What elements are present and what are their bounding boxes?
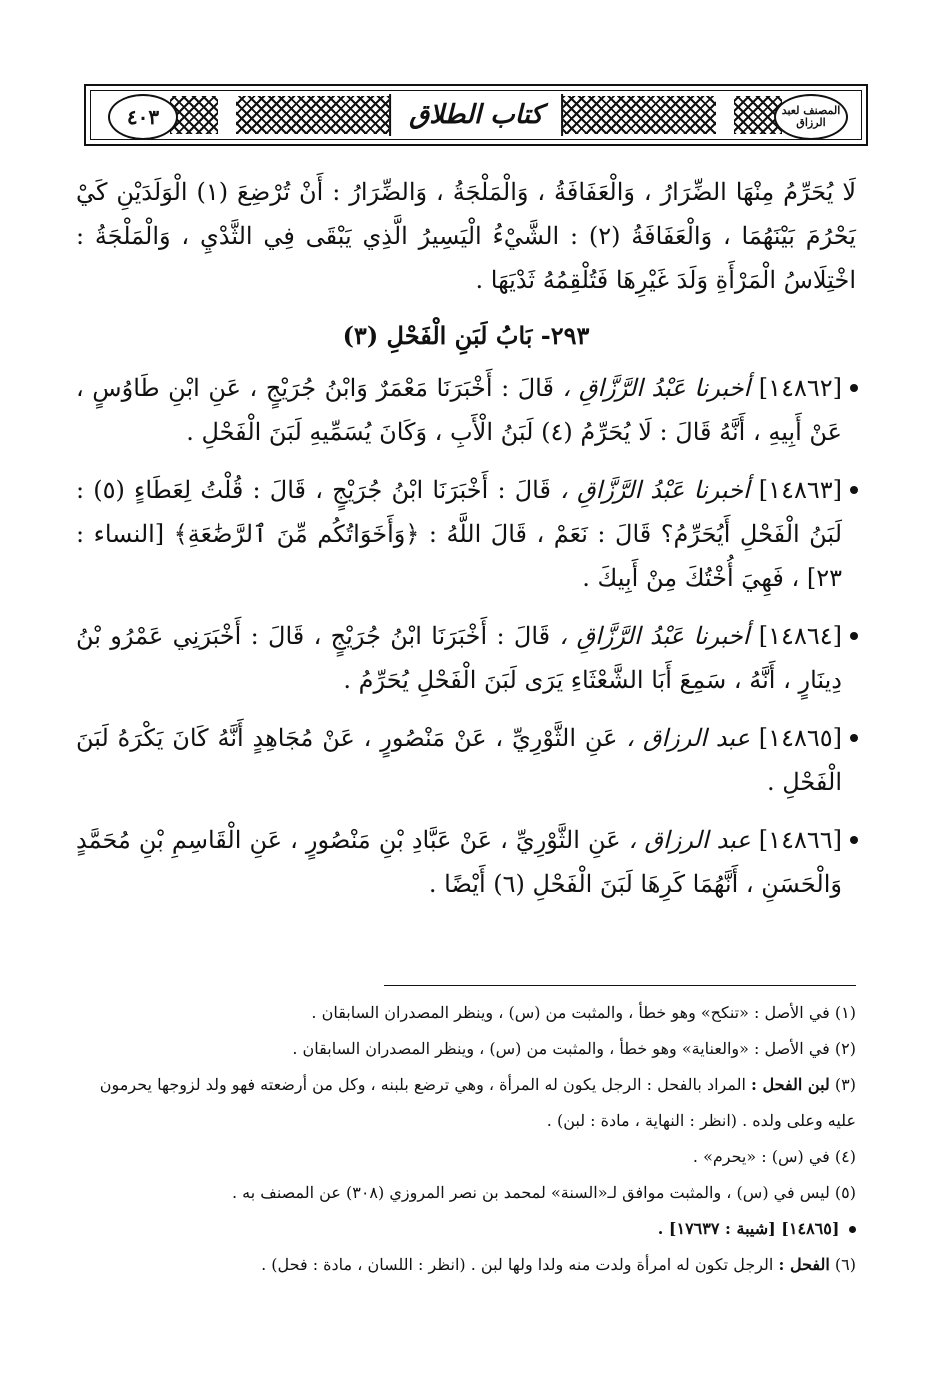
- footnote-number: (١): [834, 1003, 856, 1022]
- hadith-chain: أخبرنا عَبْدُ الرَّزَّاقِ ،: [560, 476, 750, 504]
- footnote-text: في الأصل : «والعناية» وهو خطأ ، والمثبت من (س) ، وينظر المصدران السابقان .: [292, 1039, 830, 1058]
- hadith-ref: [١٤٨٦٦]: [758, 826, 842, 854]
- footnote: [76, 1067, 856, 1139]
- book-logo: المصنف لعبد الرزاق: [774, 94, 848, 140]
- hadith-entry: [76, 614, 856, 702]
- header-ornament-mid-left: [236, 96, 406, 134]
- hadith-chain: عبد الرزاق ،: [628, 826, 751, 854]
- running-title: كتاب الطلاق: [389, 94, 563, 136]
- footnote: [76, 1139, 856, 1175]
- main-text: [76, 170, 856, 920]
- bullet-icon: [850, 734, 858, 742]
- hadith-chain: أخبرنا عَبْدُ الرَّزَّاقِ ،: [559, 622, 750, 650]
- footnote-crossref: [76, 1211, 856, 1247]
- footnote: [76, 1031, 856, 1067]
- hadith-ref: [١٤٨٦٥]: [758, 724, 842, 752]
- hadith-text: عَنِ الثَّوْرِيِّ ، عَنْ مَنْصُورٍ ، عَنْ مُجَاهِدٍ أَنَّهُ كَانَ يَكْرَهُ لَبَنَ الْفَحْلِ .: [76, 724, 842, 796]
- footnote-number: (٢): [834, 1039, 856, 1058]
- chapter-heading: ٢٩٣- بَابُ لَبَنِ الْفَحْلِ (٣): [342, 321, 590, 350]
- footnote-number: (٥): [834, 1183, 856, 1202]
- bullet-icon: [850, 836, 858, 844]
- hadith-chain: أخبرنا عَبْدُ الرَّزَّاقِ ،: [562, 374, 751, 402]
- footnote-text: في (س) : «يحرم» .: [692, 1147, 830, 1166]
- footnote: [76, 1247, 856, 1283]
- footnote-lead: لبن الفحل :: [751, 1075, 830, 1094]
- footnote-lead: الفحل :: [778, 1255, 830, 1274]
- footnote-number: (٦): [834, 1255, 856, 1274]
- bullet-icon: [850, 384, 858, 392]
- footnote-number: (٣): [834, 1075, 856, 1094]
- footnote-divider: [384, 985, 856, 986]
- hadith-ref: [١٤٨٦٣]: [758, 476, 842, 504]
- footnote-number: (٤): [834, 1147, 856, 1166]
- intro-paragraph: لَا يُحَرِّمُ مِنْهَا الضِّرَارُ ، وَالْعَفَافَةُ ، وَالْمَلْجَةُ ، وَالضِّرَارُ : أَنْ تُرْضِعَ (١) الْوَلَدَيْنِ كَيْ يَحْرُمَ بَيْنَهُمَا ، وَالْعَفَافَةُ (٢) : الشَّيْءُ الْيَسِيرُ الَّذِي يَبْقَى فِي الثَّدْيِ ، وَالْمَلْجَةُ : اخْتِلَاسُ الْمَرْأَةِ وَلَدَ غَيْرِهَا فَتُلْقِمُهُ ثَدْيَهَا .: [76, 178, 857, 294]
- hadith-entry: [76, 366, 856, 454]
- footnote-text: في الأصل : «تنكح» وهو خطأ ، والمثبت من (س) ، وينظر المصدران السابقان .: [311, 1003, 830, 1022]
- footnote-text: الرجل تكون له امرأة ولدت منه ولدا ولها لبن . (انظر : اللسان ، مادة : فحل) .: [261, 1255, 774, 1274]
- hadith-entry: [76, 716, 856, 804]
- hadith-entry: [76, 818, 856, 906]
- hadith-ref: [١٤٨٦٤]: [758, 622, 842, 650]
- footnote: [76, 995, 856, 1031]
- hadith-chain: عبد الرزاق ،: [626, 724, 750, 752]
- footnote: [76, 1175, 856, 1211]
- bullet-icon: [849, 1226, 856, 1233]
- footnote-number: [١٤٨٦٥]: [781, 1219, 840, 1238]
- footnote-text: المراد بالفحل : الرجل يكون له المرأة ، وهي ترضع بلبنه ، وكل من أرضعته فهو ولد لزوجها يحرمون عليه وعلى ولده . (انظر : النهاية ، مادة : لبن) .: [99, 1075, 856, 1130]
- hadith-text: عَنِ الثَّوْرِيِّ ، عَنْ عَبَّادِ بْنِ مَنْصُورٍ ، عَنِ الْقَاسِمِ بْنِ مُحَمَّدٍ وَالْحَسَنِ ، أَنَّهُمَا كَرِهَا لَبَنَ الْفَحْلِ (٦) أَيْضًا .: [76, 826, 842, 898]
- hadith-text: قَالَ : أَخْبَرَنَا ابْنُ جُرَيْجٍ ، قَالَ : قُلْتُ لِعَطَاءٍ (٥) : لَبَنُ الْفَحْلِ أَيُحَرِّمُ؟ قَالَ : نَعَمْ ، قَالَ اللَّهُ : ﴿وَأَخَوَاتُكُم مِّنَ ٱلرَّضَٰعَةِ﴾ [النساء : ٢٣] ، فَهِيَ أُخْتُكَ مِنْ أَبِيكَ .: [76, 476, 842, 592]
- hadith-entry: [76, 468, 856, 600]
- bullet-icon: [850, 632, 858, 640]
- footnotes: [76, 995, 856, 1283]
- page-number: ٤٠٣: [108, 94, 178, 140]
- header-ornament-mid-right: [546, 96, 716, 134]
- page-header: [84, 84, 868, 146]
- footnote-text: [شيبة : ١٧٦٣٧] .: [657, 1219, 776, 1238]
- bullet-icon: [850, 486, 858, 494]
- footnote-text: ليس في (س) ، والمثبت موافق لـ«السنة» لمحمد بن نصر المروزي (٣٠٨) عن المصنف به .: [231, 1183, 830, 1202]
- hadith-ref: [١٤٨٦٢]: [758, 374, 842, 402]
- hadith-text: قَالَ : أَخْبَرَنَا ابْنُ جُرَيْجٍ ، قَالَ : أَخْبَرَنِي عَمْرُو بْنُ دِينَارٍ ، أَنَّهُ ، سَمِعَ أَبَا الشَّعْثَاءِ يَرَى لَبَنَ الْفَحْلِ يُحَرِّمُ .: [76, 622, 842, 694]
- hadith-text: قَالَ : أَخْبَرَنَا مَعْمَرٌ وَابْنُ جُرَيْجٍ ، عَنِ ابْنِ طَاوُسٍ ، عَنْ أَبِيهِ ، أَنَّهُ قَالَ : لَا يُحَرِّمُ (٤) لَبَنُ الْأَبِ ، وَكَانَ يُسَمِّيهِ لَبَنَ الْفَحْلِ .: [76, 374, 842, 446]
